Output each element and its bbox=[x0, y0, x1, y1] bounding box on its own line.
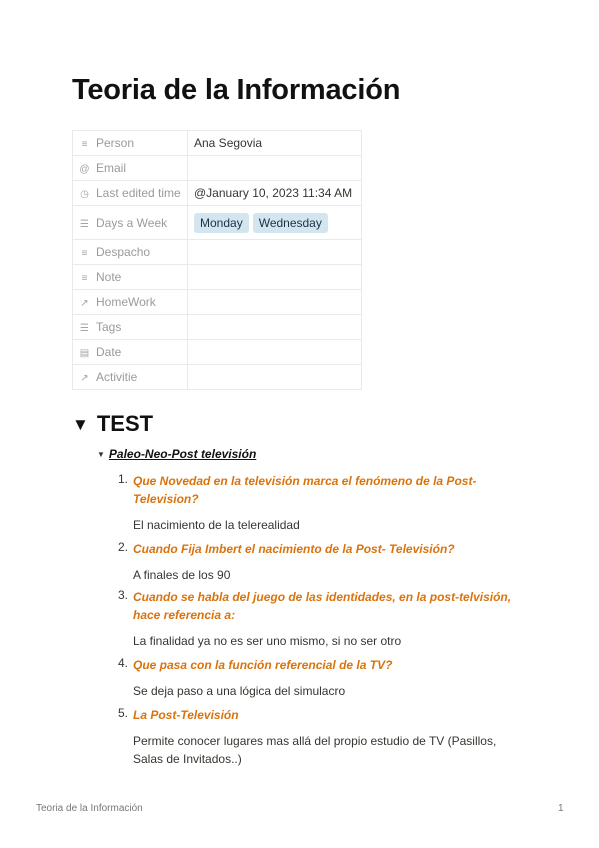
property-value[interactable] bbox=[188, 340, 362, 365]
property-value[interactable] bbox=[188, 206, 362, 240]
toggle-triangle-icon[interactable]: ▼ bbox=[97, 450, 105, 459]
property-key bbox=[73, 156, 188, 181]
item-number: 2. bbox=[118, 540, 129, 554]
item-number: 3. bbox=[118, 588, 129, 602]
answer-text: El nacimiento de la telerealidad bbox=[133, 518, 300, 532]
property-row[interactable] bbox=[73, 265, 362, 290]
at-icon: @ bbox=[79, 164, 90, 175]
property-value[interactable]: Ana Segovia bbox=[188, 131, 362, 156]
question-text: Cuando Fija Imbert el nacimiento de la Post- Televisión? bbox=[133, 542, 455, 556]
property-value[interactable] bbox=[188, 156, 362, 181]
answer-text: Se deja paso a una lógica del simulacro bbox=[133, 684, 346, 698]
property-key bbox=[73, 265, 188, 290]
property-row[interactable] bbox=[73, 131, 362, 156]
question-text: Cuando se habla del juego de las identidades, en la post-telvisión, hace referencia a: bbox=[133, 590, 512, 622]
text-lines-icon: ≡ bbox=[81, 248, 88, 259]
question-text: La Post-Televisión bbox=[133, 708, 239, 722]
property-row[interactable] bbox=[73, 365, 362, 390]
relation-arrow-icon: ↗ bbox=[80, 373, 89, 384]
subtoggle[interactable] bbox=[97, 447, 256, 461]
property-key bbox=[73, 181, 188, 206]
item-number: 5. bbox=[118, 706, 129, 720]
list-item bbox=[118, 540, 518, 584]
property-row[interactable] bbox=[73, 240, 362, 265]
property-row[interactable] bbox=[73, 290, 362, 315]
property-value[interactable] bbox=[188, 315, 362, 340]
property-label: HomeWork bbox=[96, 295, 156, 309]
property-label: Email bbox=[96, 161, 127, 175]
property-label: Last edited time bbox=[96, 186, 181, 200]
property-value[interactable] bbox=[188, 240, 362, 265]
text-lines-icon: ≡ bbox=[81, 273, 88, 284]
answer-text: A finales de los 90 bbox=[133, 568, 231, 582]
tag-chip[interactable]: Monday bbox=[194, 213, 249, 233]
property-key bbox=[73, 315, 188, 340]
property-row[interactable] bbox=[73, 181, 362, 206]
list-icon: ☰ bbox=[80, 323, 89, 334]
property-label: Activitie bbox=[96, 370, 138, 384]
answer-text: La finalidad ya no es ser uno mismo, si no ser otro bbox=[133, 634, 402, 648]
question-text: Que pasa con la función referencial de la TV? bbox=[133, 658, 393, 672]
property-label: Despacho bbox=[96, 245, 151, 259]
question-text: Que Novedad en la televisión marca el fenómeno de la Post-Television? bbox=[133, 474, 477, 506]
text-lines-icon: ≡ bbox=[81, 139, 88, 150]
properties-table bbox=[72, 130, 362, 390]
clock-icon: ◷ bbox=[80, 189, 89, 200]
property-value[interactable] bbox=[188, 365, 362, 390]
list-item bbox=[118, 706, 518, 768]
property-label: Note bbox=[96, 270, 122, 284]
list-item bbox=[118, 472, 518, 534]
property-key bbox=[73, 206, 188, 240]
section-heading-text: TEST bbox=[96, 411, 154, 436]
tag-chip[interactable]: Wednesday bbox=[253, 213, 328, 233]
property-value[interactable] bbox=[188, 265, 362, 290]
property-row[interactable] bbox=[73, 206, 362, 240]
property-label: Days a Week bbox=[96, 215, 168, 230]
property-key bbox=[73, 131, 188, 156]
calendar-icon: ▤ bbox=[79, 348, 90, 359]
property-row[interactable] bbox=[73, 315, 362, 340]
property-row[interactable] bbox=[73, 156, 362, 181]
relation-arrow-icon: ↗ bbox=[80, 298, 89, 309]
property-key bbox=[73, 365, 188, 390]
answer-text: Permite conocer lugares mas allá del propio estudio de TV (Pasillos, Salas de Invitados..) bbox=[133, 734, 497, 766]
item-number: 4. bbox=[118, 656, 129, 670]
property-label: Date bbox=[96, 345, 122, 359]
property-value[interactable] bbox=[188, 290, 362, 315]
toggle-triangle-icon[interactable]: ▼ bbox=[72, 415, 89, 434]
property-key bbox=[73, 240, 188, 265]
property-label: Person bbox=[96, 136, 135, 150]
property-value[interactable]: @January 10, 2023 11:34 AM bbox=[188, 181, 362, 206]
list-item bbox=[118, 656, 518, 700]
property-key bbox=[73, 290, 188, 315]
subtoggle-label: Paleo-Neo-Post televisión bbox=[108, 447, 257, 461]
property-key bbox=[73, 340, 188, 365]
list-item bbox=[118, 588, 518, 650]
property-row[interactable] bbox=[73, 340, 362, 365]
item-number: 1. bbox=[118, 472, 129, 486]
page-number: 1 bbox=[558, 803, 564, 814]
section-heading[interactable] bbox=[72, 411, 153, 437]
list-icon: ☰ bbox=[80, 218, 89, 230]
page-title: Teoria de la Información bbox=[72, 74, 401, 106]
property-label: Tags bbox=[96, 320, 122, 334]
footer-title: Teoria de la Información bbox=[36, 803, 143, 814]
